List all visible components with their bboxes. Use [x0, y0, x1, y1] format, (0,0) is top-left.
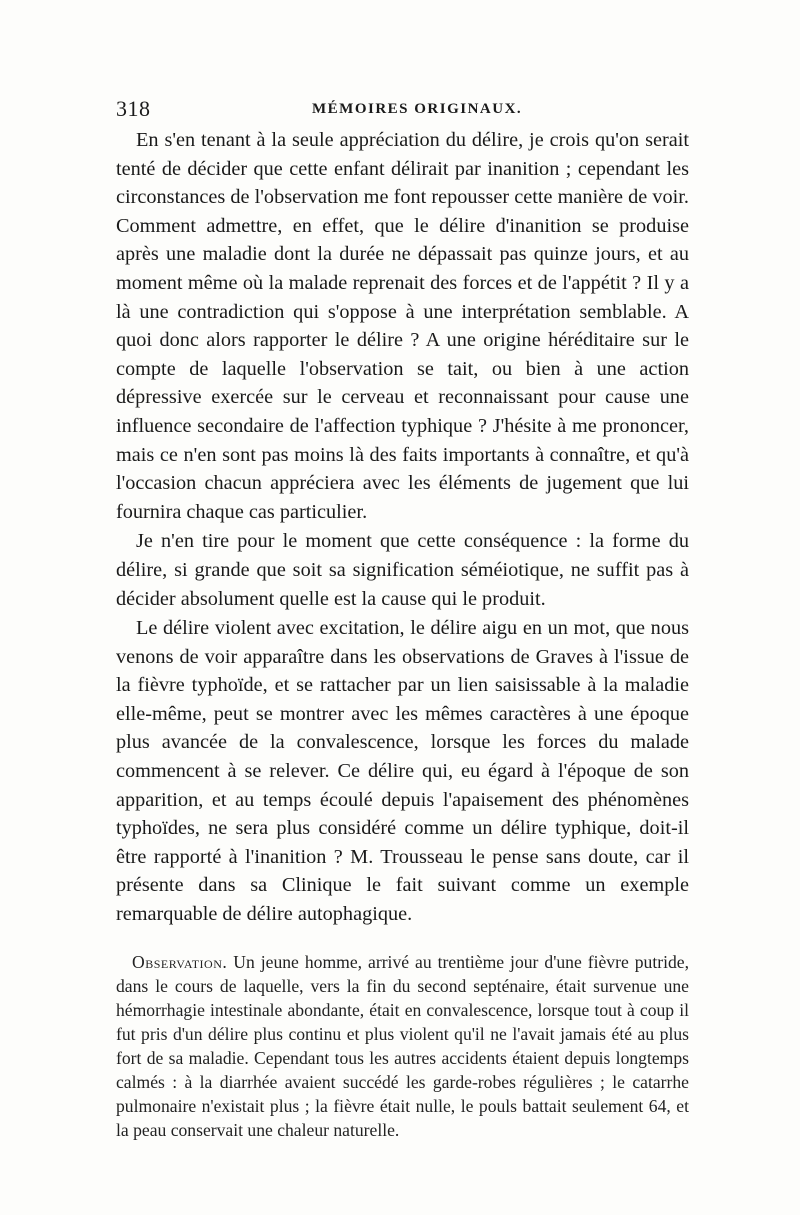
- paragraph-1: En s'en tenant à la seule appréciation du délire, je crois qu'on serait tenté de décider que cette enfant délirait par inanition ; cependant les circonstances de l'observation me font repousser cette manière de voir. Comment admettre, en effet, que le délire d'inanition se produise après une maladie dont la durée ne dépassait pas quinze jours, et au moment même où la malade reprenait des forces et de l'appétit ? Il y a là une contradiction qui s'oppose à une interprétation semblable. A quoi donc alors rapporter le délire ? A une origine héréditaire sur le compte de laquelle l'observation se tait, ou bien à une action dépressive exercée sur le cerveau et reconnaissant pour cause une influence secondaire de l'affection typhique ? J'hésite à me prononcer, mais ce n'en sont pas moins là des faits importants à connaître, et qu'à l'occasion chacun appréciera avec les éléments de jugement que lui fournira chaque cas particulier.: [116, 129, 689, 523]
- running-title: MÉMOIRES ORIGINAUX.: [312, 101, 523, 117]
- observation-label: Observation.: [132, 952, 228, 972]
- observation-text: Un jeune homme, arrivé au trentième jour d'une fièvre putride, dans le cours de laquelle, vers la fin du second septénaire, était survenue une hémorrhagie intestinale abondante, était en convalescence, lorsque tout à coup il fut pris d'un délire plus continu et plus violent qu'il ne l'avait jamais été au plus fort de sa maladie. Cependant tous les autres accidents étaient depuis longtemps calmés : à la diarrhée avaient succédé les garde-robes régulières ; le catarrhe pulmonaire n'existait plus ; la fièvre était nulle, le pouls battait seulement 64, et la peau conservait une chaleur naturelle.: [116, 952, 689, 1140]
- paragraph-2: Je n'en tire pour le moment que cette conséquence : la forme du délire, si grande que soit sa signification séméiotique, ne suffit pas à décider absolument quelle est la cause qui le produit.: [116, 530, 689, 610]
- observation-block: [116, 950, 689, 1142]
- page-number: 318: [116, 96, 151, 121]
- observation-paragraph: [116, 950, 689, 1142]
- paragraph-3: Le délire violent avec excitation, le délire aigu en un mot, que nous venons de voir apparaître dans les observations de Graves à l'issue de la fièvre typhoïde, et se rattacher par un lien saisissable à la maladie elle-même, peut se montrer avec les mêmes caractères à une époque plus avancée de la convalescence, lorsque les forces du malade commencent à se relever. Ce délire qui, eu égard à l'époque de son apparition, et au temps écoulé depuis l'apaisement des phénomènes typhoïdes, ne sera plus considéré comme un délire typhique, doit-il être rapporté à l'inanition ? M. Trousseau le pense sans doute, car il présente dans sa Clinique le fait suivant comme un exemple remarquable de délire autophagique.: [116, 617, 689, 926]
- main-text: [116, 126, 689, 929]
- running-head: [116, 96, 686, 126]
